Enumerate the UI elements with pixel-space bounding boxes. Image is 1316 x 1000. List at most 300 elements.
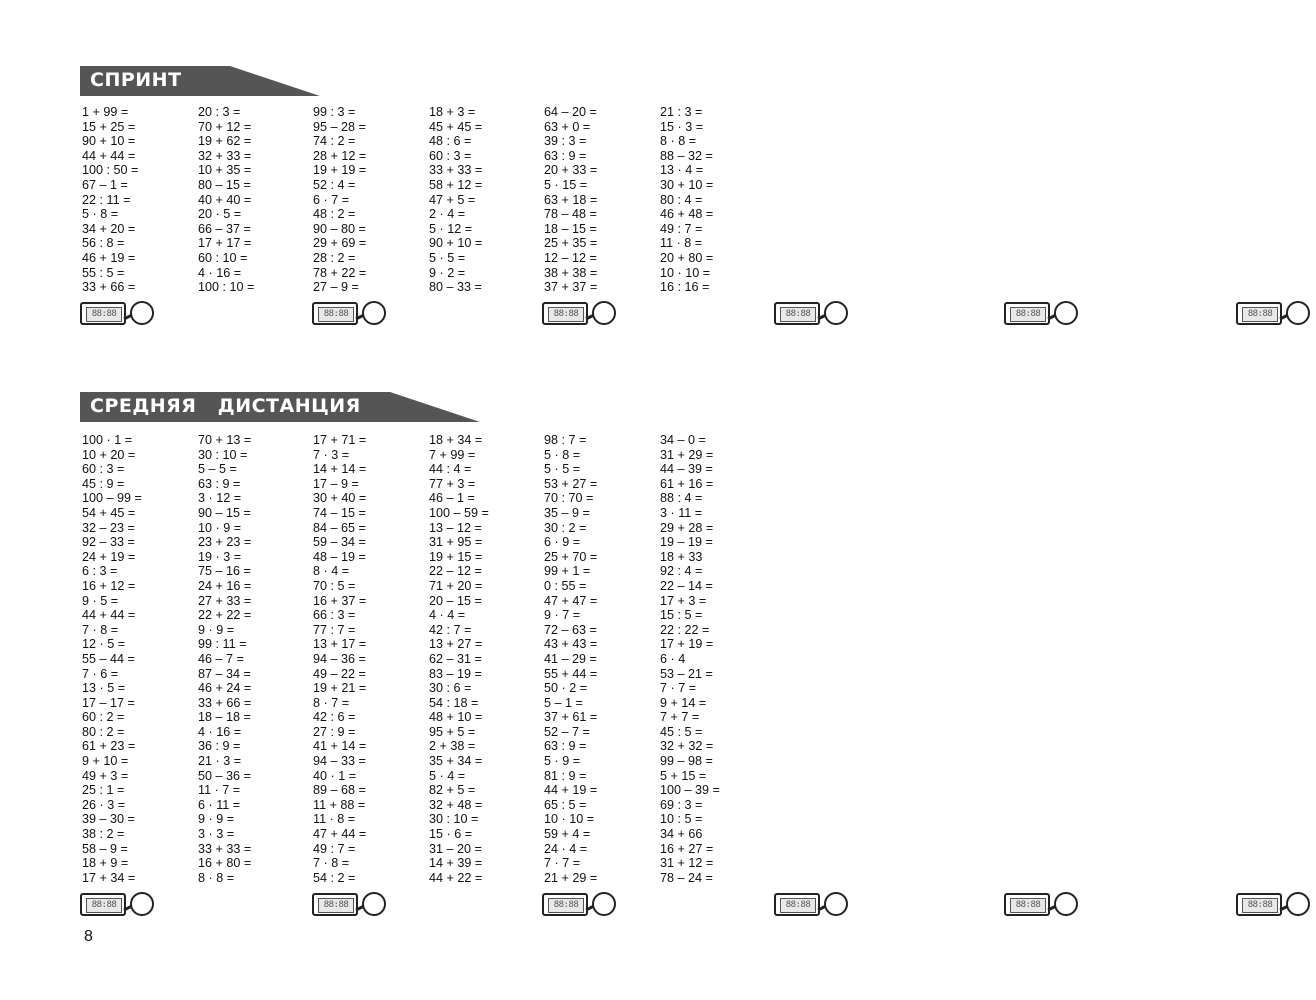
magnifier-icon xyxy=(342,299,390,329)
exercise: 29 + 69 = xyxy=(313,236,367,251)
exercise: 99 + 1 = xyxy=(544,564,591,579)
section-title: СРЕДНЯЯ ДИСТАНЦИЯ xyxy=(90,395,361,417)
exercise: 19 + 62 = xyxy=(198,134,252,149)
exercise: 21 : 3 = xyxy=(660,105,703,119)
exercise: 15 + 25 = xyxy=(82,119,136,134)
exercise: 63 : 9 = xyxy=(544,739,587,754)
exercise: 19 + 15 = xyxy=(429,549,483,564)
exercise: 46 + 24 = xyxy=(198,681,252,696)
exercise: 15 · 3 = xyxy=(660,119,704,134)
exercise: 18 – 18 = xyxy=(198,710,251,725)
exercise: 100 : 10 = xyxy=(198,280,255,295)
magnifier-icon xyxy=(110,890,158,920)
exercise: 9 · 5 = xyxy=(82,593,119,608)
exercise: 99 – 98 = xyxy=(660,754,713,769)
exercise: 39 : 3 = xyxy=(544,134,587,149)
exercise: 31 + 95 = xyxy=(429,535,483,550)
exercise: 13 · 5 = xyxy=(82,681,126,696)
exercise: 47 + 5 = xyxy=(429,192,476,207)
exercise: 5 · 9 = xyxy=(544,754,581,769)
timer-display: 88:88 xyxy=(548,898,584,913)
exercise: 38 + 38 = xyxy=(544,265,598,280)
exercise: 61 + 16 = xyxy=(660,476,714,491)
exercise: 63 + 0 = xyxy=(544,119,591,134)
exercise: 94 – 36 = xyxy=(313,651,366,666)
exercise: 19 + 21 = xyxy=(313,681,367,696)
exercise: 88 – 32 = xyxy=(660,148,713,163)
exercise: 60 : 2 = xyxy=(82,710,125,725)
exercise-column xyxy=(82,433,198,910)
exercise: 30 + 40 = xyxy=(313,491,367,506)
exercise: 11 + 88 = xyxy=(313,797,366,812)
exercise: 10 + 35 = xyxy=(198,163,252,178)
exercise: 2 + 38 = xyxy=(429,739,476,754)
exercise: 69 : 3 = xyxy=(660,797,703,812)
exercise: 4 · 16 = xyxy=(198,265,242,280)
exercise: 60 : 10 = xyxy=(198,250,248,265)
exercise: 44 + 19 = xyxy=(544,783,598,798)
exercise: 94 – 33 = xyxy=(313,754,366,769)
exercise: 100 – 59 = xyxy=(429,505,489,520)
exercise: 17 + 34 = xyxy=(82,870,136,885)
exercise: 49 – 22 = xyxy=(313,666,366,681)
exercise: 28 + 12 = xyxy=(313,148,367,163)
exercise: 59 – 34 = xyxy=(313,535,366,550)
exercise: 90 + 10 = xyxy=(429,236,483,251)
exercise: 28 : 2 = xyxy=(313,250,356,265)
exercise: 81 : 9 = xyxy=(544,768,587,783)
timer-display: 88:88 xyxy=(1010,898,1046,913)
stopwatch-icon xyxy=(80,299,160,329)
exercise: 70 : 5 = xyxy=(313,578,356,593)
exercise: 7 · 8 = xyxy=(313,856,350,871)
exercise: 77 + 3 = xyxy=(429,476,476,491)
exercise: 95 – 28 = xyxy=(313,119,366,134)
exercise: 100 · 1 = xyxy=(82,433,133,447)
exercise: 4 · 4 = xyxy=(429,608,466,623)
exercise: 45 : 9 = xyxy=(82,476,125,491)
exercise: 18 + 9 = xyxy=(82,856,129,871)
exercise: 90 – 15 = xyxy=(198,505,251,520)
exercise: 99 : 11 = xyxy=(198,637,247,652)
exercise: 27 + 33 = xyxy=(198,593,252,608)
exercise: 80 – 33 = xyxy=(429,280,482,295)
exercise: 5 · 5 = xyxy=(544,462,581,477)
exercise: 78 – 24 = xyxy=(660,870,713,885)
exercise: 35 + 34 = xyxy=(429,754,483,769)
exercise: 6 : 3 = xyxy=(82,564,118,579)
exercise: 30 : 10 = xyxy=(198,447,248,462)
exercise: 66 – 37 = xyxy=(198,221,251,236)
exercise-column xyxy=(660,433,1273,910)
exercise: 46 + 48 = xyxy=(660,207,714,222)
exercise: 54 : 2 = xyxy=(313,870,356,885)
magnifier-icon xyxy=(804,299,852,329)
exercise-column xyxy=(660,105,1273,319)
exercise: 22 + 22 = xyxy=(198,608,252,623)
exercise: 16 : 16 = xyxy=(660,280,710,295)
exercise: 32 + 48 = xyxy=(429,797,483,812)
exercise: 19 · 3 = xyxy=(198,549,242,564)
exercise: 24 + 19 = xyxy=(82,549,136,564)
exercise: 5 · 4 = xyxy=(429,768,466,783)
exercise: 45 + 45 = xyxy=(429,119,483,134)
exercise: 17 – 9 = xyxy=(313,476,359,491)
exercise: 7 · 8 = xyxy=(82,622,119,637)
exercise: 25 + 70 = xyxy=(544,549,598,564)
exercise: 54 + 45 = xyxy=(82,505,136,520)
exercise: 17 – 17 = xyxy=(82,695,135,710)
exercise: 7 · 7 = xyxy=(544,856,581,871)
exercise: 33 + 33 = xyxy=(429,163,483,178)
exercise: 22 : 11 = xyxy=(82,192,131,207)
exercise: 5 – 1 = xyxy=(544,695,583,710)
exercise: 58 + 12 = xyxy=(429,177,483,192)
exercise: 38 : 2 = xyxy=(82,827,125,842)
exercise: 74 : 2 = xyxy=(313,134,356,149)
exercise: 52 : 4 = xyxy=(313,177,356,192)
exercise: 18 + 33 xyxy=(660,549,703,564)
exercise: 45 : 5 = xyxy=(660,724,703,739)
exercise: 48 : 6 = xyxy=(429,134,472,149)
exercise: 47 + 47 = xyxy=(544,593,598,608)
timer-display: 88:88 xyxy=(318,898,354,913)
exercise: 89 – 68 = xyxy=(313,783,366,798)
exercise: 72 – 63 = xyxy=(544,622,597,637)
exercise: 40 · 1 = xyxy=(313,768,357,783)
exercise: 61 + 23 = xyxy=(82,739,136,754)
exercise: 74 – 15 = xyxy=(313,505,366,520)
magnifier-icon xyxy=(1266,299,1314,329)
timer-display: 88:88 xyxy=(548,307,584,322)
exercise: 31 – 20 = xyxy=(429,841,482,856)
exercise: 9 + 14 = xyxy=(660,695,707,710)
exercise: 41 – 29 = xyxy=(544,651,597,666)
exercise: 95 + 5 = xyxy=(429,724,476,739)
exercise: 18 + 3 = xyxy=(429,105,476,119)
exercise: 18 + 34 = xyxy=(429,433,483,447)
exercise: 70 + 12 = xyxy=(198,119,252,134)
exercise: 3 · 3 = xyxy=(198,827,235,842)
magnifier-icon xyxy=(1266,890,1314,920)
exercise: 5 – 5 = xyxy=(198,462,237,477)
exercise: 100 : 50 = xyxy=(82,163,139,178)
exercise: 46 – 7 = xyxy=(198,651,244,666)
exercise: 84 – 65 = xyxy=(313,520,366,535)
exercise: 24 · 4 = xyxy=(544,841,588,856)
exercise: 44 – 39 = xyxy=(660,462,713,477)
exercise: 42 : 7 = xyxy=(429,622,472,637)
exercise: 70 + 13 = xyxy=(198,433,252,447)
exercise: 46 + 19 = xyxy=(82,250,136,265)
exercise: 66 : 3 = xyxy=(313,608,356,623)
timer-display: 88:88 xyxy=(780,898,816,913)
exercise: 12 · 5 = xyxy=(82,637,126,652)
magnifier-icon xyxy=(110,299,158,329)
exercise: 22 : 22 = xyxy=(660,622,710,637)
exercise: 31 + 29 = xyxy=(660,447,714,462)
exercise: 21 · 3 = xyxy=(198,754,242,769)
exercise: 10 · 10 = xyxy=(660,265,711,280)
exercise: 4 · 16 = xyxy=(198,724,242,739)
exercise: 23 + 23 = xyxy=(198,535,252,550)
exercise: 50 · 2 = xyxy=(544,681,588,696)
exercise: 32 + 33 = xyxy=(198,148,252,163)
exercise: 5 · 5 = xyxy=(429,250,466,265)
exercise: 27 – 9 = xyxy=(313,280,359,295)
exercise: 17 + 19 = xyxy=(660,637,714,652)
exercise: 18 – 15 = xyxy=(544,221,597,236)
exercise: 48 – 19 = xyxy=(313,549,366,564)
magnifier-icon xyxy=(572,890,620,920)
exercise: 41 + 14 = xyxy=(313,739,367,754)
exercise: 54 : 18 = xyxy=(429,695,479,710)
exercise: 20 – 15 = xyxy=(429,593,482,608)
exercise: 83 – 19 = xyxy=(429,666,482,681)
exercise: 11 · 8 = xyxy=(660,236,703,251)
exercise: 44 + 44 = xyxy=(82,148,136,163)
exercise: 8 · 8 = xyxy=(198,870,235,885)
exercise: 88 : 4 = xyxy=(660,491,703,506)
exercise: 16 + 80 = xyxy=(198,856,252,871)
exercise: 6 · 7 = xyxy=(313,192,350,207)
exercise: 7 + 7 = xyxy=(660,710,700,725)
magnifier-icon xyxy=(572,299,620,329)
exercise: 30 + 10 = xyxy=(660,177,714,192)
stopwatch-icon xyxy=(80,890,160,920)
exercise: 26 · 3 = xyxy=(82,797,126,812)
exercise: 11 · 8 = xyxy=(313,812,356,827)
exercise: 8 · 7 = xyxy=(313,695,350,710)
exercise: 53 – 21 = xyxy=(660,666,713,681)
exercise: 47 + 44 = xyxy=(313,827,367,842)
exercise: 24 + 16 = xyxy=(198,578,252,593)
exercise: 67 – 1 = xyxy=(82,177,128,192)
exercise: 13 · 4 = xyxy=(660,163,704,178)
exercise: 13 – 12 = xyxy=(429,520,482,535)
exercise: 44 + 22 = xyxy=(429,870,483,885)
exercise: 10 + 20 = xyxy=(82,447,136,462)
exercise: 16 + 12 = xyxy=(82,578,136,593)
exercise: 2 · 4 = xyxy=(429,207,466,222)
exercise: 80 : 2 = xyxy=(82,724,125,739)
exercise: 60 : 3 = xyxy=(429,148,472,163)
exercise: 3 · 11 = xyxy=(660,505,703,520)
stopwatch-icon xyxy=(774,299,854,329)
exercise: 7 · 6 = xyxy=(82,666,119,681)
exercise: 37 + 61 = xyxy=(544,710,598,725)
section-title: СПРИНТ xyxy=(90,69,182,91)
exercise: 64 – 20 = xyxy=(544,105,597,119)
stopwatch-icon xyxy=(1236,890,1316,920)
stopwatch-icon xyxy=(542,890,622,920)
exercise: 11 · 7 = xyxy=(198,783,241,798)
exercise: 58 – 9 = xyxy=(82,841,128,856)
timer-display: 88:88 xyxy=(780,307,816,322)
exercise: 50 – 36 = xyxy=(198,768,251,783)
exercise: 63 + 18 = xyxy=(544,192,598,207)
exercise: 5 · 8 = xyxy=(82,207,119,222)
stopwatch-icon xyxy=(1004,890,1084,920)
exercise: 52 – 7 = xyxy=(544,724,590,739)
exercise: 90 – 80 = xyxy=(313,221,366,236)
stopwatch-icon xyxy=(1004,299,1084,329)
exercise: 33 + 66 = xyxy=(198,695,252,710)
exercise: 30 : 10 = xyxy=(429,812,479,827)
exercise: 71 + 20 = xyxy=(429,578,483,593)
exercise: 19 – 19 = xyxy=(660,535,713,550)
exercise: 48 : 2 = xyxy=(313,207,356,222)
exercise: 36 : 9 = xyxy=(198,739,241,754)
exercise: 63 : 9 = xyxy=(198,476,241,491)
exercise: 40 + 40 = xyxy=(198,192,252,207)
exercise: 13 + 27 = xyxy=(429,637,483,652)
exercise: 9 · 9 = xyxy=(198,812,235,827)
exercise: 100 – 39 = xyxy=(660,783,720,798)
stopwatch-icon xyxy=(1236,299,1316,329)
exercise: 17 + 71 = xyxy=(313,433,367,447)
exercise: 62 – 31 = xyxy=(429,651,482,666)
magnifier-icon xyxy=(1034,890,1082,920)
exercise: 9 · 9 = xyxy=(198,622,235,637)
timer-display: 88:88 xyxy=(86,898,122,913)
exercise: 49 : 7 = xyxy=(313,841,356,856)
exercise: 31 + 12 = xyxy=(660,856,714,871)
exercise: 46 – 1 = xyxy=(429,491,475,506)
exercise: 12 – 12 = xyxy=(544,250,597,265)
stopwatch-icon xyxy=(312,890,392,920)
exercise: 20 · 5 = xyxy=(198,207,242,222)
exercise: 35 – 9 = xyxy=(544,505,590,520)
exercise: 22 – 14 = xyxy=(660,578,713,593)
exercise: 43 + 43 = xyxy=(544,637,598,652)
timer-display: 88:88 xyxy=(318,307,354,322)
exercise: 82 + 5 = xyxy=(429,783,476,798)
magnifier-icon xyxy=(1034,299,1082,329)
stopwatch-icon xyxy=(312,299,392,329)
exercise: 34 + 66 xyxy=(660,827,703,842)
exercise: 55 : 5 = xyxy=(82,265,125,280)
exercise: 10 : 5 = xyxy=(660,812,703,827)
exercise: 5 + 15 = xyxy=(660,768,707,783)
exercise: 92 : 4 = xyxy=(660,564,703,579)
exercise: 65 : 5 = xyxy=(544,797,587,812)
exercise: 15 · 6 = xyxy=(429,827,473,842)
exercise: 20 + 33 = xyxy=(544,163,598,178)
exercise: 27 : 9 = xyxy=(313,724,356,739)
exercise: 5 · 8 = xyxy=(544,447,581,462)
exercise: 7 · 7 = xyxy=(660,681,697,696)
exercise: 16 + 37 = xyxy=(313,593,367,608)
exercise: 10 · 9 = xyxy=(198,520,242,535)
exercise: 39 – 30 = xyxy=(82,812,135,827)
exercise: 6 · 11 = xyxy=(198,797,241,812)
exercise: 5 · 15 = xyxy=(544,177,588,192)
exercise: 33 + 33 = xyxy=(198,841,252,856)
exercise: 48 + 10 = xyxy=(429,710,483,725)
exercise: 8 · 8 = xyxy=(660,134,697,149)
exercise: 30 : 6 = xyxy=(429,681,472,696)
exercise: 75 – 16 = xyxy=(198,564,251,579)
exercise: 44 : 4 = xyxy=(429,462,472,477)
exercise: 56 : 8 = xyxy=(82,236,125,251)
magnifier-icon xyxy=(804,890,852,920)
exercise: 100 – 99 = xyxy=(82,491,142,506)
exercise: 16 + 27 = xyxy=(660,841,714,856)
exercise: 99 : 3 = xyxy=(313,105,356,119)
exercise: 30 : 2 = xyxy=(544,520,587,535)
timer-display: 88:88 xyxy=(1010,307,1046,322)
exercise: 80 – 15 = xyxy=(198,177,251,192)
exercise: 77 : 7 = xyxy=(313,622,356,637)
exercise: 14 + 14 = xyxy=(313,462,367,477)
exercise: 59 + 4 = xyxy=(544,827,591,842)
exercise: 29 + 28 = xyxy=(660,520,714,535)
exercise: 25 + 35 = xyxy=(544,236,598,251)
exercise: 8 · 4 = xyxy=(313,564,350,579)
exercise: 53 + 27 = xyxy=(544,476,598,491)
exercise: 22 – 12 = xyxy=(429,564,482,579)
exercise: 37 + 37 = xyxy=(544,280,598,295)
exercise: 6 · 4 xyxy=(660,651,686,666)
exercise: 92 – 33 = xyxy=(82,535,135,550)
exercise: 49 : 7 = xyxy=(660,221,703,236)
exercise: 7 · 3 = xyxy=(313,447,350,462)
exercise: 19 + 19 = xyxy=(313,163,367,178)
exercise: 55 + 44 = xyxy=(544,666,598,681)
exercise: 34 + 20 = xyxy=(82,221,136,236)
exercise: 7 + 99 = xyxy=(429,447,476,462)
exercise: 90 + 10 = xyxy=(82,134,136,149)
exercise: 63 : 9 = xyxy=(544,148,587,163)
exercise: 20 : 3 = xyxy=(198,105,241,119)
timer-display: 88:88 xyxy=(1242,307,1278,322)
stopwatch-icon xyxy=(542,299,622,329)
exercise: 0 : 55 = xyxy=(544,578,587,593)
exercise: 33 + 66 = xyxy=(82,280,136,295)
exercise: 32 + 32 = xyxy=(660,739,714,754)
exercise: 21 + 29 = xyxy=(544,870,598,885)
exercise: 15 : 5 = xyxy=(660,608,703,623)
exercise: 14 + 39 = xyxy=(429,856,483,871)
exercise: 44 + 44 = xyxy=(82,608,136,623)
exercise: 17 + 17 = xyxy=(198,236,252,251)
exercise: 9 · 7 = xyxy=(544,608,581,623)
exercise: 32 – 23 = xyxy=(82,520,135,535)
exercise: 3 · 12 = xyxy=(198,491,242,506)
exercise: 20 + 80 = xyxy=(660,250,714,265)
exercise: 80 : 4 = xyxy=(660,192,703,207)
exercise: 49 + 3 = xyxy=(82,768,129,783)
exercise: 34 – 0 = xyxy=(660,433,706,447)
exercise: 87 – 34 = xyxy=(198,666,251,681)
exercise: 9 · 2 = xyxy=(429,265,466,280)
magnifier-icon xyxy=(342,890,390,920)
exercise: 10 · 10 = xyxy=(544,812,595,827)
exercise: 78 + 22 = xyxy=(313,265,367,280)
exercise: 9 + 10 = xyxy=(82,754,129,769)
exercise: 17 + 3 = xyxy=(660,593,707,608)
exercise-column xyxy=(82,105,198,319)
exercise: 1 + 99 = xyxy=(82,105,129,119)
exercise: 70 : 70 = xyxy=(544,491,594,506)
exercise: 5 · 12 = xyxy=(429,221,473,236)
exercise: 42 : 6 = xyxy=(313,710,356,725)
exercise: 60 : 3 = xyxy=(82,462,125,477)
exercise: 25 : 1 = xyxy=(82,783,125,798)
stopwatch-icon xyxy=(774,890,854,920)
exercise: 6 · 9 = xyxy=(544,535,581,550)
